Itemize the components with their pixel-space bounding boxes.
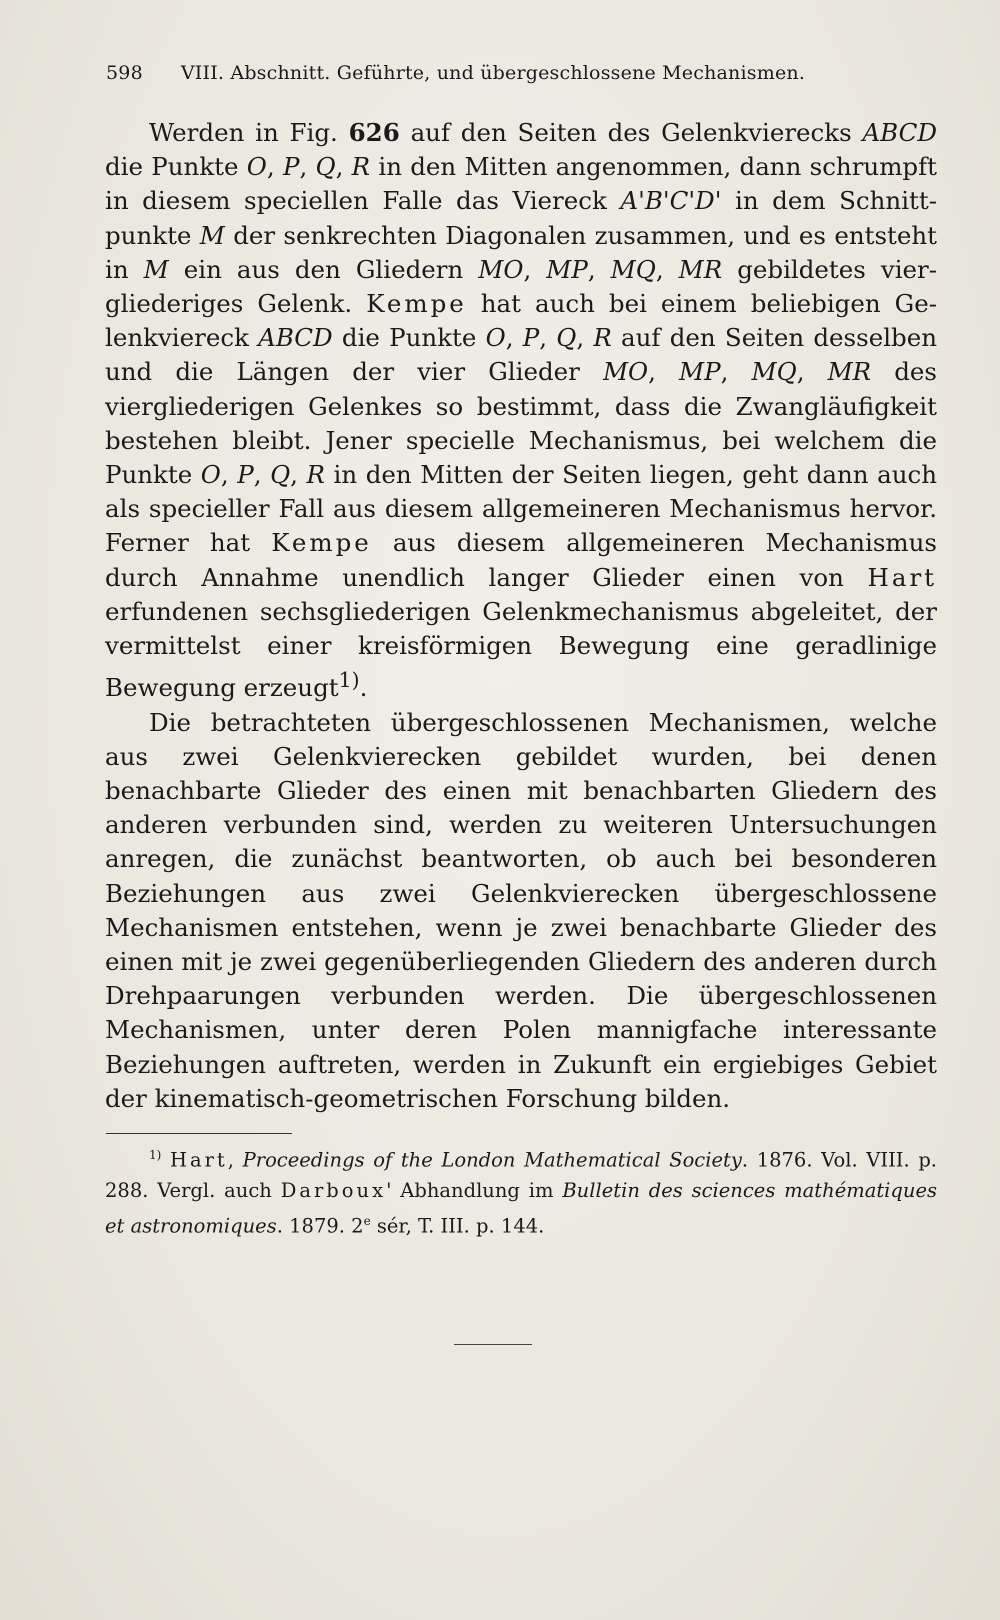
- text-run: MP: [546, 254, 588, 284]
- text-run: in dem Schnittpunkte: [105, 186, 938, 250]
- text-run: Werden in Fig.: [149, 118, 349, 147]
- text-run: ,: [253, 460, 271, 490]
- text-run: R: [593, 323, 612, 353]
- text-run: ' Abhandlung im: [386, 1178, 563, 1202]
- text-run: A'B'C'D': [620, 186, 722, 216]
- text-run: Kempe: [366, 289, 467, 319]
- text-run: MR: [678, 254, 723, 284]
- text-run: die Punkte: [332, 323, 486, 353]
- paragraph: [105, 706, 937, 1116]
- end-rule: [454, 1344, 532, 1345]
- text-run: ,: [648, 357, 680, 387]
- page-number: 598: [106, 62, 143, 84]
- text-run: . 1876. Vol. VIII. p. 288. Vergl. auch: [105, 1148, 938, 1202]
- text-run: Q: [556, 323, 577, 353]
- text-run: sér, T. III. p. 144.: [370, 1214, 545, 1237]
- text-run: auf den Seiten des Gelenkvierecks: [399, 118, 863, 147]
- text-run: Die betrachteten übergeschlossenen Mechanismen, welche aus zwei Gelenkvierecken gebildet wurden, bei denen benachbarte Glieder des einen mit benachbarten Gliedern des anderen verbunden sind, werden zu weiteren Untersuchungen anregen, die zunächst beantworten, ob auch bei besonderen Beziehungen aus zwei Gelenkvierecken übergeschlossene Mechanismen entstehen, wenn je zwei benachbarte Glieder des einen mit je zwei gegenüberliegenden Gliedern des anderen durch Drehpaarungen verbunden werden. Die übergeschlossenen Mechanismen, unter deren Polen mannigfache interessante Beziehungen auftreten, werden in Zukunft ein ergiebiges Gebiet der kinematisch-geometrischen Forschung bilden.: [105, 707, 937, 1113]
- text-run: M: [143, 254, 169, 284]
- text-run: gebildetes viergliederiges Gelenk.: [105, 254, 938, 319]
- text-run: Darboux: [280, 1178, 387, 1202]
- text-run: der senkrechten Diagonalen zusammen, und es entsteht in: [105, 220, 937, 284]
- text-run: ,: [227, 1148, 243, 1172]
- text-run: P: [522, 323, 540, 353]
- text-run: MR: [827, 357, 872, 387]
- text-run: .: [359, 673, 368, 703]
- text-run: Q: [270, 460, 291, 490]
- text-run: ,: [576, 323, 594, 353]
- text-run: O: [485, 323, 506, 353]
- text-run: MO: [602, 357, 649, 387]
- text-run: O: [246, 152, 267, 182]
- text-run: P: [237, 460, 254, 490]
- text-run: ABCD: [258, 323, 333, 353]
- text-run: Hart: [867, 562, 937, 592]
- text-run: ,: [720, 357, 752, 387]
- paragraph: [105, 116, 937, 706]
- text-run: P: [282, 152, 300, 182]
- text-run: ,: [299, 152, 316, 182]
- text-run: aus diesem allgemeineren Mechanismus durch Annahme unendlich langer Glieder einen von: [105, 528, 937, 592]
- text-run: e: [363, 1213, 371, 1228]
- text-run: Q: [315, 152, 336, 182]
- text-run: Bulletin des sciences mathématiques et astronomiques: [105, 1178, 938, 1237]
- text-run: MQ: [610, 254, 656, 284]
- text-run: MQ: [751, 357, 797, 387]
- text-run: 1): [149, 1148, 162, 1162]
- text-run: ein aus den Gliedern: [168, 254, 479, 284]
- text-run: ,: [539, 323, 557, 353]
- text-run: Kempe: [271, 528, 372, 558]
- text-run: die Punkte: [105, 152, 247, 182]
- text-run: MP: [679, 357, 721, 387]
- text-run: Hart: [169, 1148, 228, 1172]
- text-run: erfundenen sechsgliederigen Gelenkmechanismus abgeleitet, der vermittelst einer kreisförmigen Bewegung eine geradlinige Bewegung erzeugt: [105, 596, 937, 703]
- text-run: des viergliederigen Gelenkes so bestimmt, dass die Zwangläufigkeit bestehen bleibt. Jener specielle Mechanismus, bei welchem die Punkte: [105, 357, 938, 490]
- text-run: ,: [523, 254, 547, 284]
- text-run: ABCD: [862, 118, 937, 147]
- text-run: ,: [505, 323, 523, 353]
- text-run: auf den Seiten desselben und die Längen der vier Glieder: [105, 323, 937, 387]
- text-run: ,: [587, 254, 611, 284]
- text-run: 1): [338, 668, 360, 693]
- text-run: in den Mitten angenommen, dann schrumpft in diesem speciellen Falle das Viereck: [105, 152, 938, 216]
- text-run: in den Mitten der Seiten liegen, geht dann auch als specieller Fall aus diesem allgemeineren Mechanismus hervor. Ferner hat: [105, 460, 938, 558]
- text-run: O: [200, 460, 221, 490]
- text-run: R: [351, 152, 371, 182]
- text-run: R: [306, 460, 325, 490]
- text-run: ,: [796, 357, 828, 387]
- text-run: ,: [220, 460, 238, 490]
- text-run: ,: [290, 460, 307, 490]
- footnote: [105, 1140, 937, 1241]
- text-run: . 1879. 2: [276, 1214, 364, 1237]
- text-run: [161, 1149, 170, 1172]
- text-run: MO: [478, 254, 524, 284]
- text-run: M: [199, 220, 225, 250]
- body-text: [105, 116, 937, 1116]
- text-run: ,: [655, 254, 679, 284]
- text-run: Proceedings of the London Mathematical Society: [242, 1148, 742, 1172]
- text-run: ,: [266, 152, 283, 182]
- running-header: [106, 62, 906, 84]
- text-run: hat auch bei einem beliebigen Gelenkviereck: [105, 289, 937, 353]
- text-run: 626: [348, 118, 400, 147]
- footnote-separator: [106, 1133, 292, 1134]
- text-run: ,: [335, 152, 352, 182]
- running-title: VIII. Abschnitt. Geführte, und übergeschlossene Mechanismen.: [180, 62, 806, 84]
